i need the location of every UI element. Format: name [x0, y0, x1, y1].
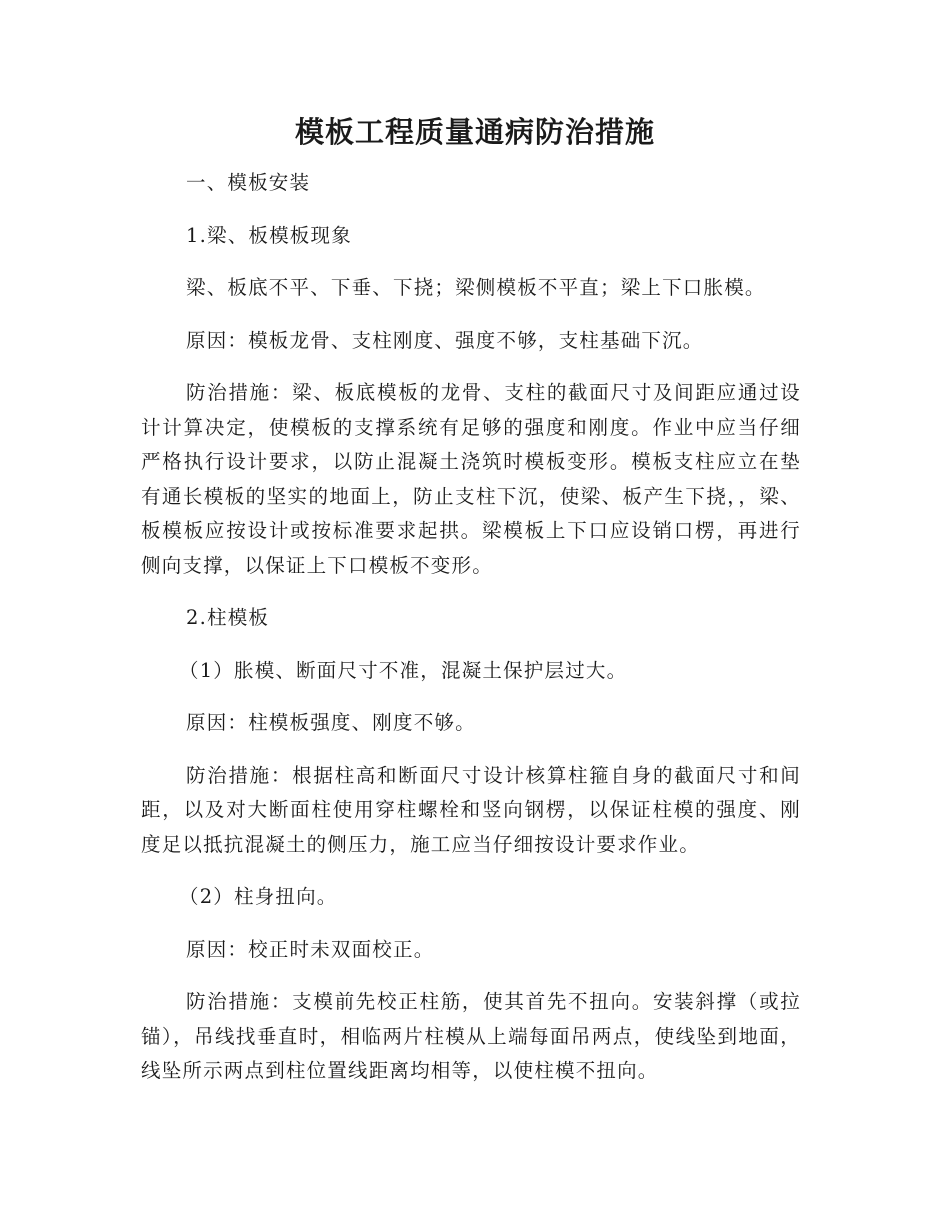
paragraph: 原因：模板龙骨、支柱刚度、强度不够，支柱基础下沉。 [186, 328, 704, 352]
subsection-heading: 2.柱模板 [186, 606, 270, 629]
list-item: （2）柱身扭向。 [179, 885, 338, 908]
paragraph: 梁、板底不平、下垂、下挠；梁侧模板不平直；梁上下口胀模。 [186, 276, 766, 299]
section-heading: 一、模板安装 [186, 171, 311, 194]
subsection-heading: 1.梁、板模板现象 [186, 223, 352, 247]
document-title: 模板工程质量通病防治措施 [294, 115, 655, 149]
document-body [141, 166, 801, 1107]
paragraph: 原因：柱模板强度、刚度不够。 [186, 711, 476, 734]
list-item: （1）胀模、断面尺寸不准，混凝土保护层过大。 [179, 658, 628, 682]
paragraph: 原因：校正时未双面校正。 [186, 937, 435, 961]
paragraph: 防治措施：支模前先校正柱筋，使其首先不扭向。安装斜撑（或拉锚），吊线找垂直时，相临两片柱模从上端每面吊两点，使线坠到地面，线坠所示两点到柱位置线距离均相等，以使柱模不扭向。 [141, 990, 801, 1082]
paragraph: 防治措施：梁、板底模板的龙骨、支柱的截面尺寸及间距应通过设计计算决定，使模板的支撑系统有足够的强度和刚度。作业中应当仔细严格执行设计要求，以防止混凝土浇筑时模板变形。模板支柱应立在垫有通长模板的坚实的地面上，防止支柱下沉，使梁、板产生下挠，，梁、板模板应按设计或按标准要求起拱。梁模板上下口应设销口楞，再进行侧向支撑，以保证上下口模板不变形。 [141, 381, 801, 577]
paragraph: 防治措施：根据柱高和断面尺寸设计核算柱箍自身的截面尺寸和间距，以及对大断面柱使用穿柱螺栓和竖向钢楞，以保证柱模的强度、刚度足以抵抗混凝土的侧压力，施工应当仔细按设计要求作业。 [141, 763, 801, 856]
